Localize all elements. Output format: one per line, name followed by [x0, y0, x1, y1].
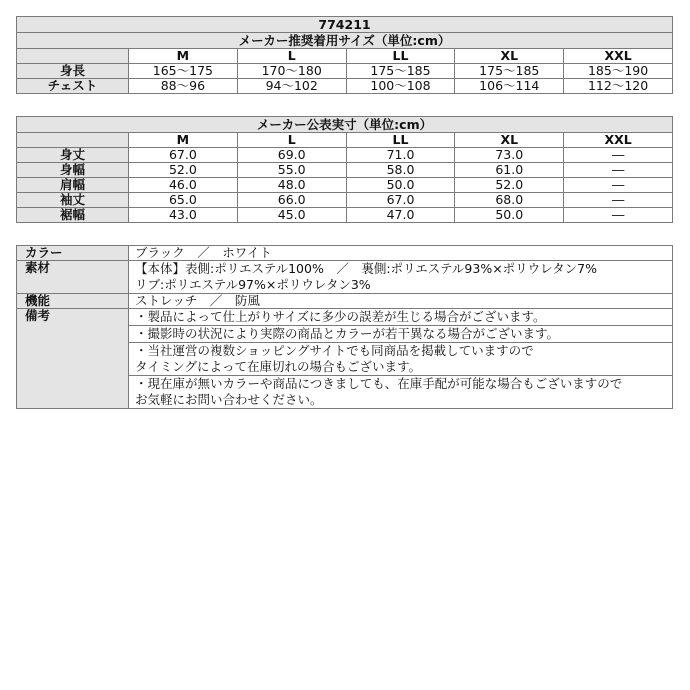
table-cell: 69.0: [237, 148, 346, 163]
note-line: お気軽にお問い合わせください。: [135, 392, 323, 407]
material-value: [129, 261, 673, 294]
row-label-hem-width: 裾幅: [17, 208, 129, 223]
table-cell: 175〜185: [455, 64, 564, 79]
size-xxl: XXL: [564, 49, 673, 64]
table-cell: 100〜108: [346, 79, 455, 94]
size-header-row: [17, 133, 673, 148]
table-cell: 52.0: [129, 163, 238, 178]
row-label-body-width: 身幅: [17, 163, 129, 178]
table-row: [17, 79, 673, 94]
table-cell: 66.0: [237, 193, 346, 208]
function-label: 機能: [17, 294, 129, 309]
table-cell: 94〜102: [237, 79, 346, 94]
table-cell: 43.0: [129, 208, 238, 223]
function-value: ストレッチ ／ 防風: [129, 294, 673, 309]
measured-table-title: メーカー公表実寸（単位:cm）: [17, 117, 673, 133]
table-cell: 175〜185: [346, 64, 455, 79]
note-line: タイミングによって在庫切れの場合もございます。: [135, 359, 422, 374]
table-cell: 170〜180: [237, 64, 346, 79]
table-row: [17, 163, 673, 178]
size-l: L: [237, 133, 346, 148]
header-blank-cell: [17, 49, 129, 64]
row-label-height: 身長: [17, 64, 129, 79]
table-cell: ―: [564, 163, 673, 178]
product-details-table: [16, 245, 673, 409]
table-cell: 50.0: [346, 178, 455, 193]
notes-label: 備考: [17, 309, 129, 409]
table-cell: 58.0: [346, 163, 455, 178]
table-cell: 73.0: [455, 148, 564, 163]
table-cell: ―: [564, 148, 673, 163]
table-cell: 61.0: [455, 163, 564, 178]
table-row: [17, 193, 673, 208]
color-label: カラー: [17, 246, 129, 261]
table-cell: 68.0: [455, 193, 564, 208]
table-cell: 71.0: [346, 148, 455, 163]
note-item: [129, 309, 673, 326]
table-cell: 46.0: [129, 178, 238, 193]
measured-size-table: [16, 116, 673, 223]
recommended-size-table: [16, 16, 673, 94]
row-label-sleeve-length: 袖丈: [17, 193, 129, 208]
note-item: [129, 376, 673, 409]
size-l: L: [237, 49, 346, 64]
table-cell: ―: [564, 208, 673, 223]
table-row: [17, 261, 673, 294]
note-item: [129, 343, 673, 376]
table-cell: 52.0: [455, 178, 564, 193]
size-xxl: XXL: [564, 133, 673, 148]
note-line: ・現在庫が無いカラーや商品につきましても、在庫手配が可能な場合もございますので: [135, 376, 623, 391]
size-ll: LL: [346, 49, 455, 64]
table-cell: 185〜190: [564, 64, 673, 79]
row-label-body-length: 身丈: [17, 148, 129, 163]
header-blank-cell: [17, 133, 129, 148]
table-cell: 48.0: [237, 178, 346, 193]
table-cell: 67.0: [346, 193, 455, 208]
table-cell: 67.0: [129, 148, 238, 163]
size-xl: XL: [455, 133, 564, 148]
table-cell: 55.0: [237, 163, 346, 178]
size-m: M: [129, 49, 238, 64]
color-value: ブラック ／ ホワイト: [129, 246, 673, 261]
note-line: ・製品によって仕上がりサイズに多少の誤差が生じる場合がございます。: [135, 309, 546, 324]
material-label: 素材: [17, 261, 129, 294]
table-cell: 106〜114: [455, 79, 564, 94]
table-row: [17, 148, 673, 163]
size-header-row: [17, 49, 673, 64]
table-row: [17, 294, 673, 309]
note-line: ・当社運営の複数ショッピングサイトでも同商品を掲載していますので: [135, 343, 534, 358]
material-line: リブ:ポリエステル97%×ポリウレタン3%: [135, 277, 371, 292]
table-cell: 88〜96: [129, 79, 238, 94]
table-cell: ―: [564, 193, 673, 208]
table-cell: 47.0: [346, 208, 455, 223]
table-cell: ―: [564, 178, 673, 193]
table-cell: 50.0: [455, 208, 564, 223]
note-item: [129, 326, 673, 343]
product-code: 774211: [17, 17, 673, 33]
table-row: [17, 309, 673, 326]
table-row: [17, 246, 673, 261]
table-cell: 112〜120: [564, 79, 673, 94]
table-cell: 45.0: [237, 208, 346, 223]
row-label-chest: チェスト: [17, 79, 129, 94]
row-label-shoulder-width: 肩幅: [17, 178, 129, 193]
table-row: [17, 64, 673, 79]
table-cell: 165〜175: [129, 64, 238, 79]
size-xl: XL: [455, 49, 564, 64]
material-line: 【本体】表側:ポリエステル100% ／ 裏側:ポリエステル93%×ポリウレタン7%: [135, 261, 597, 276]
table-row: [17, 208, 673, 223]
note-line: ・撮影時の状況により実際の商品とカラーが若干異なる場合がございます。: [135, 326, 560, 341]
recommended-table-title: メーカー推奨着用サイズ（単位:cm）: [17, 33, 673, 49]
table-cell: 65.0: [129, 193, 238, 208]
table-row: [17, 178, 673, 193]
size-m: M: [129, 133, 238, 148]
size-ll: LL: [346, 133, 455, 148]
